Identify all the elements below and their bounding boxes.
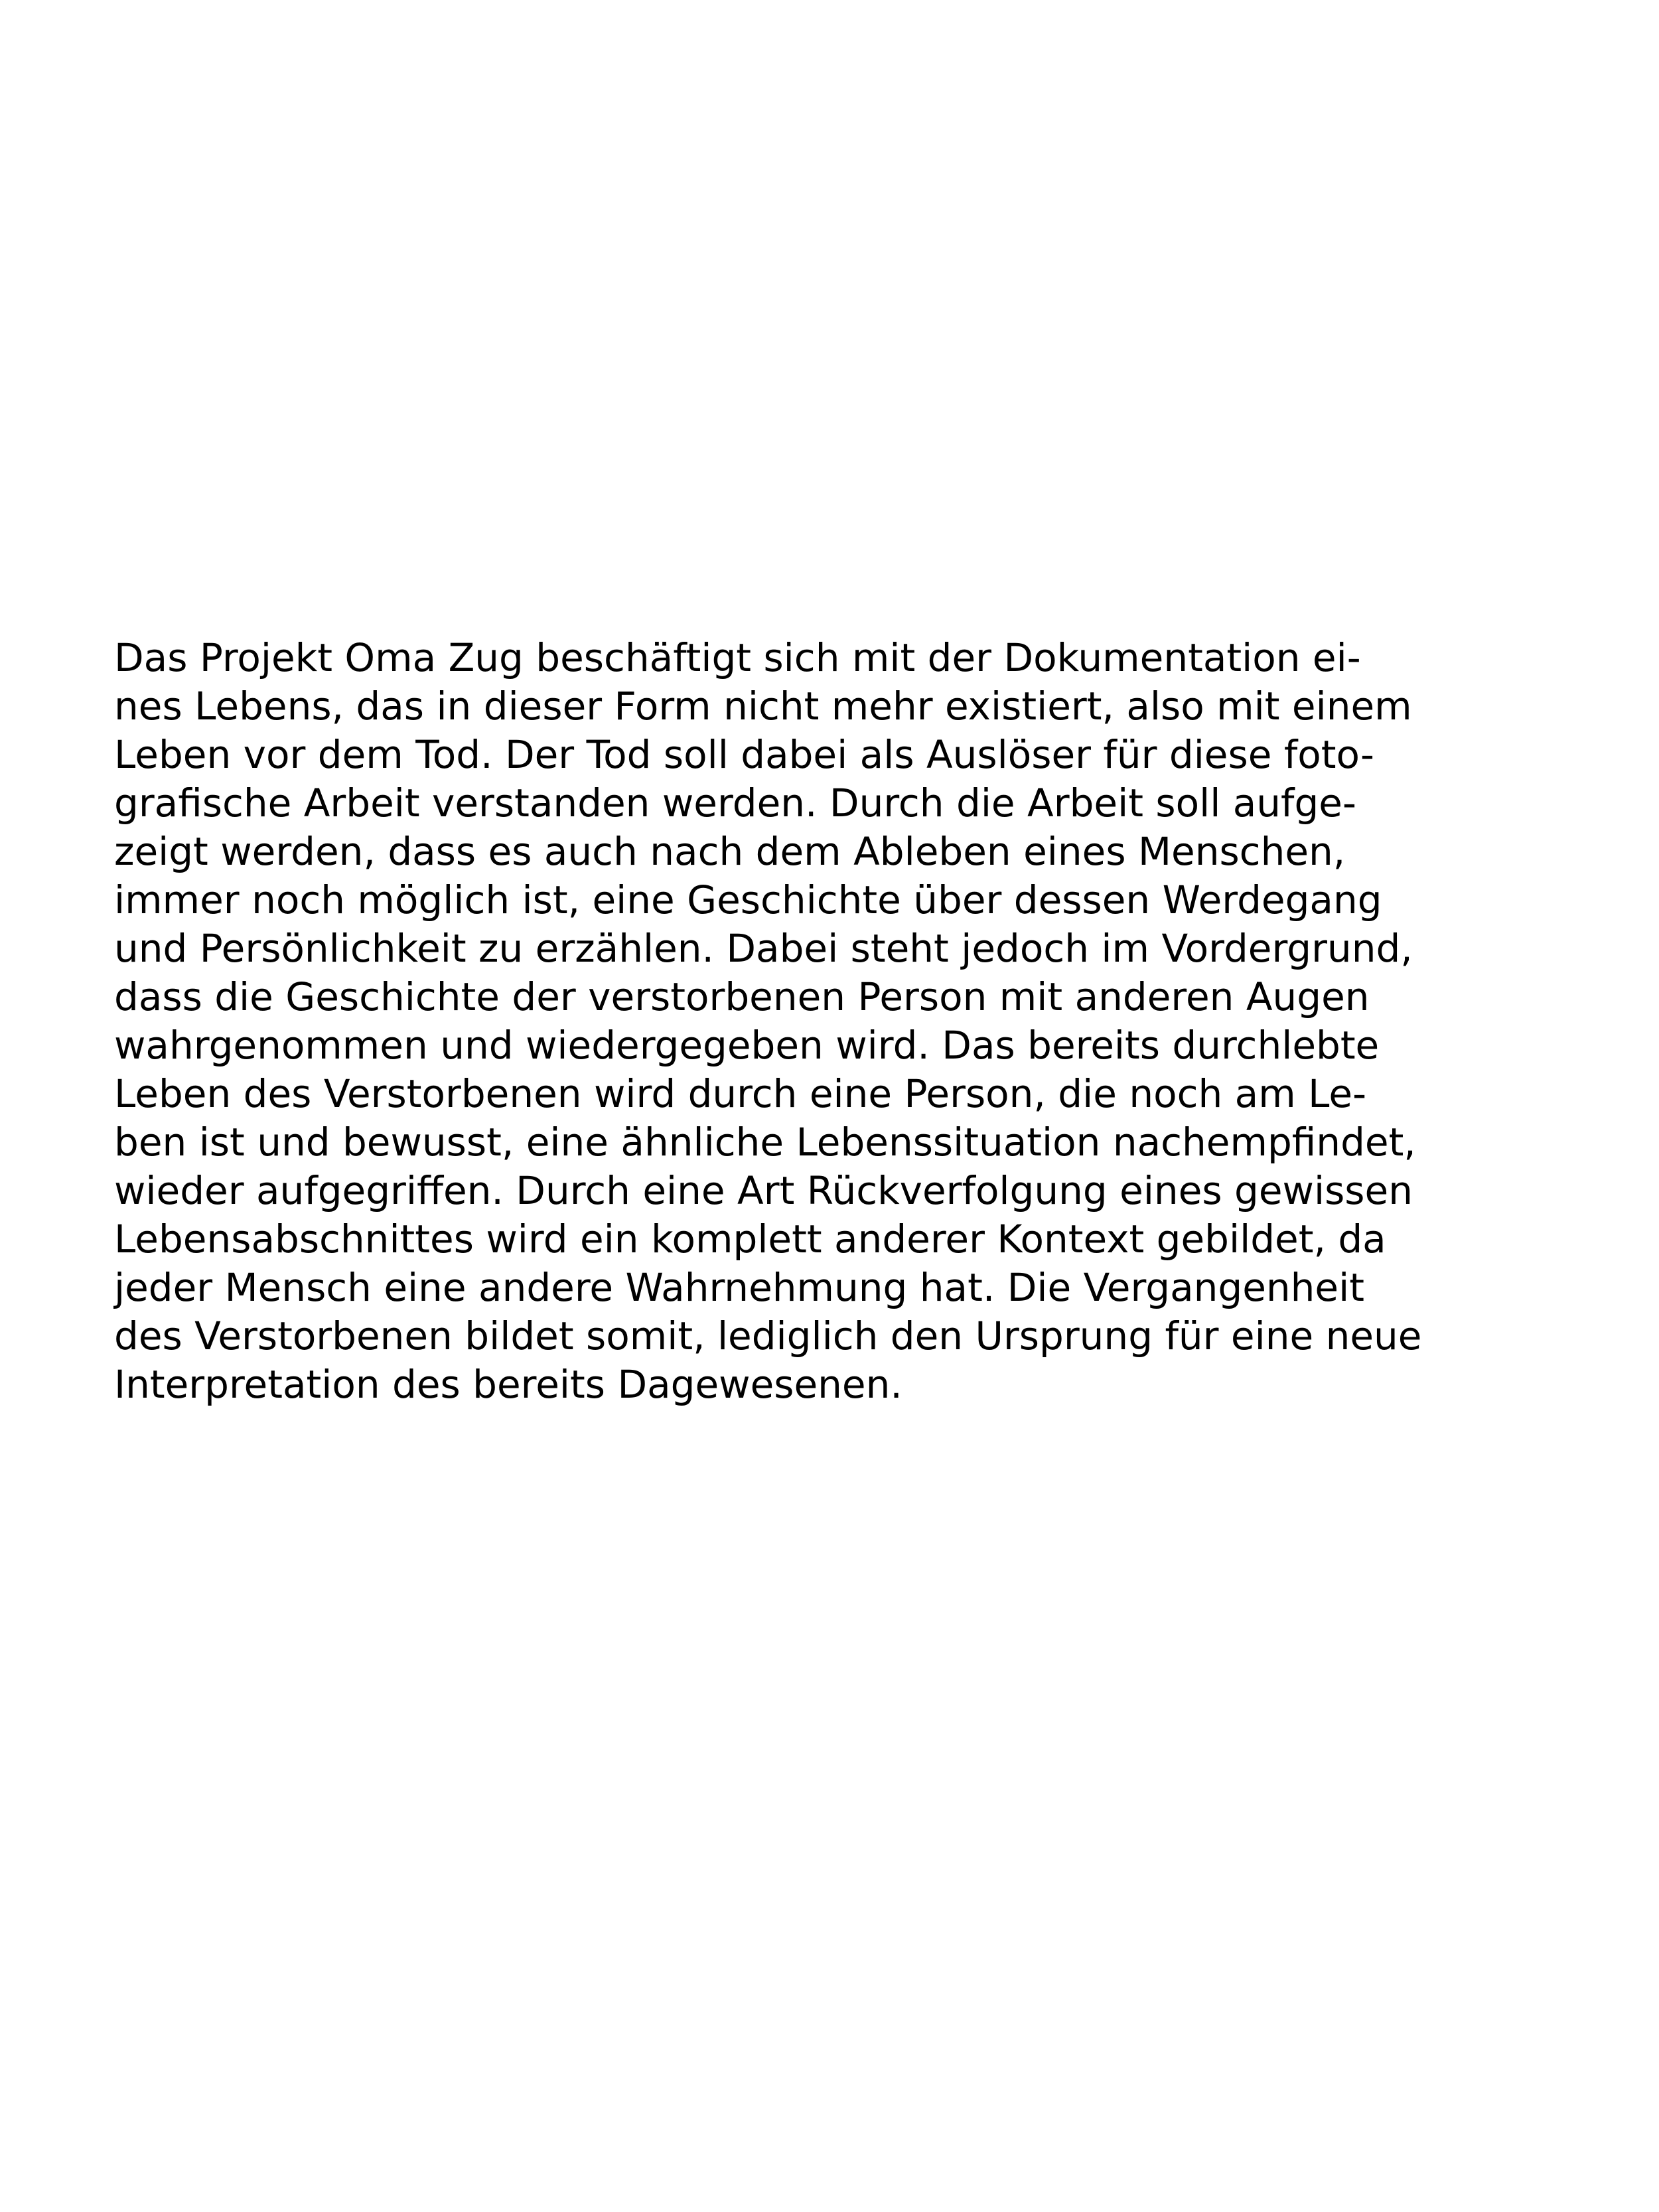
paragraph-line: immer noch möglich ist, eine Geschichte über dessen Werdegang xyxy=(114,877,1382,922)
paragraph-line: Leben des Verstorbenen wird durch eine Person, die noch am Le- xyxy=(114,1071,1367,1116)
paragraph-line: des Verstorbenen bildet somit, lediglich den Ursprung für eine neue xyxy=(114,1313,1422,1359)
paragraph-line: grafische Arbeit verstanden werden. Durch die Arbeit soll aufge- xyxy=(114,780,1356,826)
paragraph-line: wieder aufgegriffen. Durch eine Art Rückverfolgung eines gewissen xyxy=(114,1168,1413,1213)
paragraph-line: jeder Mensch eine andere Wahrnehmung hat. Die Vergangenheit xyxy=(114,1265,1364,1310)
paragraph-line: Leben vor dem Tod. Der Tod soll dabei als Auslöser für diese foto- xyxy=(114,732,1374,777)
paragraph-line: Interpretation des bereits Dagewesenen. xyxy=(114,1362,902,1407)
paragraph-line: Das Projekt Oma Zug beschäftigt sich mit der Dokumentation ei- xyxy=(114,635,1361,680)
paragraph-line: und Persönlichkeit zu erzählen. Dabei steht jedoch im Vordergrund, xyxy=(114,926,1413,971)
paragraph-line: Lebensabschnittes wird ein komplett anderer Kontext gebildet, da xyxy=(114,1217,1386,1262)
paragraph-line: wahrgenommen und wiedergegeben wird. Das bereits durchlebte xyxy=(114,1023,1380,1068)
paragraph-line: dass die Geschichte der verstorbenen Person mit anderen Augen xyxy=(114,974,1370,1019)
paragraph-line: ben ist und bewusst, eine ähnliche Lebenssituation nachempfindet, xyxy=(114,1120,1416,1165)
paragraph-line: zeigt werden, dass es auch nach dem Ableben eines Menschen, xyxy=(114,829,1346,874)
body-paragraph xyxy=(114,634,1574,1409)
paragraph-line: nes Lebens, das in dieser Form nicht mehr existiert, also mit einem xyxy=(114,684,1412,729)
